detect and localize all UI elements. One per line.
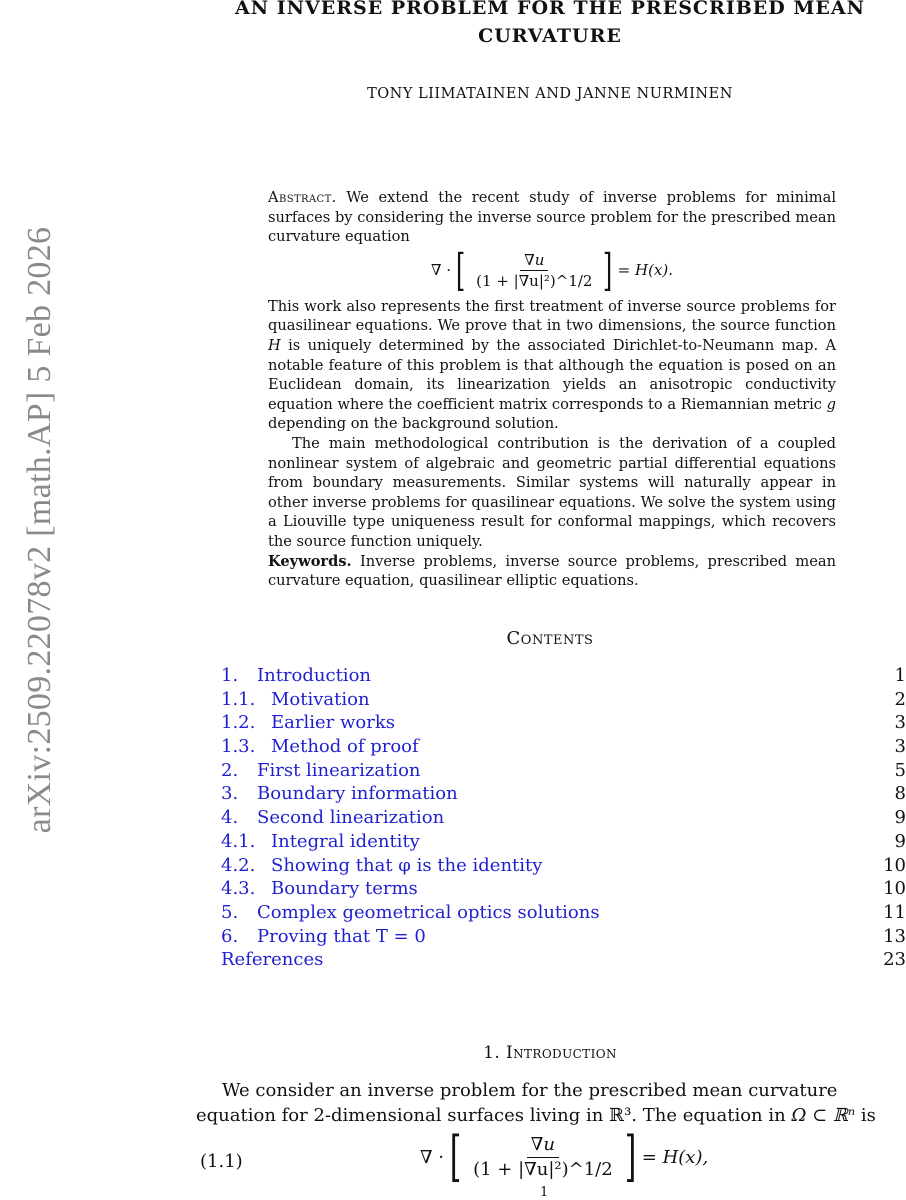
intro-text-c: is [860, 1105, 876, 1126]
toc-page: 5 [894, 759, 906, 781]
toc-page: 13 [883, 925, 906, 947]
math-domain: Ω ⊂ ℝⁿ [791, 1105, 856, 1126]
eq-rhs: = H(x), [641, 1146, 709, 1168]
toc-link-references[interactable]: References [221, 949, 324, 971]
toc-page: 1 [894, 665, 906, 686]
abstract-p1a: This work also represents the first treatment of inverse source problems for quasilinear equations. We prove that in two dimensions, the source function [268, 297, 836, 335]
section-title: Introduction [505, 1043, 617, 1063]
toc-row [221, 806, 906, 830]
eq-fraction [472, 250, 596, 291]
left-bracket: [ [449, 1125, 462, 1188]
toc-link-boundary-terms[interactable]: 4.3. Boundary terms [221, 878, 418, 900]
contents-heading: Contents [506, 628, 594, 649]
toc-row [221, 901, 906, 925]
toc-row [221, 948, 906, 972]
abstract [268, 188, 836, 591]
eq-rhs: = H(x). [617, 260, 674, 279]
intro-paragraph [196, 1078, 906, 1128]
toc-link-introduction[interactable]: 1. Introduction [221, 665, 371, 686]
toc-page: 2 [894, 688, 906, 710]
toc-page: 11 [883, 901, 906, 923]
toc-link-motivation[interactable]: 1.1. Motivation [221, 688, 370, 710]
equation-1-1 [420, 1125, 709, 1188]
toc-row [221, 711, 906, 735]
eq-numerator: ∇u [527, 1133, 559, 1158]
left-bracket: [ [455, 244, 466, 296]
toc-link-earlier-works[interactable]: 1.2. Earlier works [221, 712, 395, 734]
eq-numerator: ∇u [520, 250, 548, 271]
toc-row [221, 688, 906, 712]
eq-denominator: (1 + |∇u|²)^1/2 [476, 272, 593, 291]
toc-page: 10 [883, 878, 906, 900]
toc-row [221, 830, 906, 854]
toc-row [221, 854, 906, 878]
title-line-1: AN INVERSE PROBLEM FOR THE PRESCRIBED MEAN [235, 0, 865, 19]
toc-link-first-linearization[interactable]: 2. First linearization [221, 759, 421, 781]
eq-denominator: (1 + |∇u|²)^1/2 [473, 1158, 613, 1180]
arxiv-identifier: arXiv:2509.22078v2 [math.AP] 5 Feb 2026 [21, 226, 58, 834]
equation-label: (1.1) [200, 1151, 243, 1172]
eq-lhs: ∇ · [420, 1146, 445, 1168]
paper-title [190, 0, 906, 50]
toc-row [221, 925, 906, 949]
table-of-contents [221, 664, 906, 972]
eq-lhs: ∇ · [430, 260, 451, 279]
toc-link-cgo-solutions[interactable]: 5. Complex geometrical optics solutions [221, 901, 600, 923]
intro-text-b: . The equation in [631, 1105, 786, 1126]
eq-fraction [469, 1133, 617, 1182]
toc-link-method-of-proof[interactable]: 1.3. Method of proof [221, 736, 419, 758]
toc-row [221, 782, 906, 806]
title-line-2: CURVATURE [478, 25, 622, 47]
toc-page: 9 [894, 807, 906, 829]
toc-row [221, 735, 906, 759]
keywords-text: Inverse problems, inverse source problems, prescribed mean curvature equation, quasilinear elliptic equations. [268, 552, 836, 590]
toc-link-integral-identity[interactable]: 4.1. Integral identity [221, 830, 420, 852]
toc-row [221, 759, 906, 783]
math-R3: ℝ³ [609, 1105, 632, 1126]
authors: TONY LIIMATAINEN AND JANNE NURMINEN [367, 86, 733, 102]
section-heading [190, 1043, 906, 1063]
toc-link-proving-t-zero[interactable]: 6. Proving that T = 0 [221, 925, 426, 947]
keywords-label: Keywords. [268, 552, 352, 570]
toc-page: 3 [894, 712, 906, 734]
toc-link-boundary-information[interactable]: 3. Boundary information [221, 783, 458, 805]
toc-link-phi-identity[interactable]: 4.2. Showing that φ is the identity [221, 854, 543, 876]
toc-link-second-linearization[interactable]: 4. Second linearization [221, 807, 445, 829]
page-number: 1 [540, 1185, 549, 1200]
intro-text-a: We consider an inverse problem for the prescribed mean curvature equation for 2-dimensional surfaces living in [196, 1080, 838, 1126]
abstract-equation [268, 244, 836, 296]
abstract-label: Abstract. [268, 189, 337, 206]
keywords [268, 552, 836, 591]
toc-page: 9 [894, 830, 906, 852]
toc-page: 3 [894, 736, 906, 758]
toc-row [221, 664, 906, 688]
toc-page: 23 [883, 949, 906, 971]
right-bracket: ] [603, 244, 613, 296]
abstract-p1c: depending on the background solution. [268, 415, 559, 433]
toc-page: 8 [894, 783, 906, 805]
abstract-intro: We extend the recent study of inverse problems for minimal surfaces by considering the inverse source problem for the prescribed mean curvature equation [268, 189, 836, 246]
abstract-p2: The main methodological contribution is the derivation of a coupled nonlinear system of algebraic and geometric partial differential equations from boundary measurements. Similar systems will naturally appear in other inverse problems for quasilinear equations. We solve the system using a Liouville type uniqueness result for conformal mappings, which recovers the source function uniquely. [268, 434, 836, 550]
toc-row [221, 877, 906, 901]
right-bracket: ] [624, 1125, 637, 1188]
section-number: 1. [483, 1043, 501, 1063]
math-g: g [826, 395, 836, 413]
abstract-p1b: is uniquely determined by the associated Dirichlet-to-Neumann map. A notable feature of this problem is that although the equation is posed on an Euclidean domain, its linearization yields an anisotropic conductivity equation where the coefficient matrix corresponds to a Riemannian metric [268, 336, 836, 413]
math-H: H [268, 336, 281, 354]
toc-page: 10 [883, 854, 906, 876]
